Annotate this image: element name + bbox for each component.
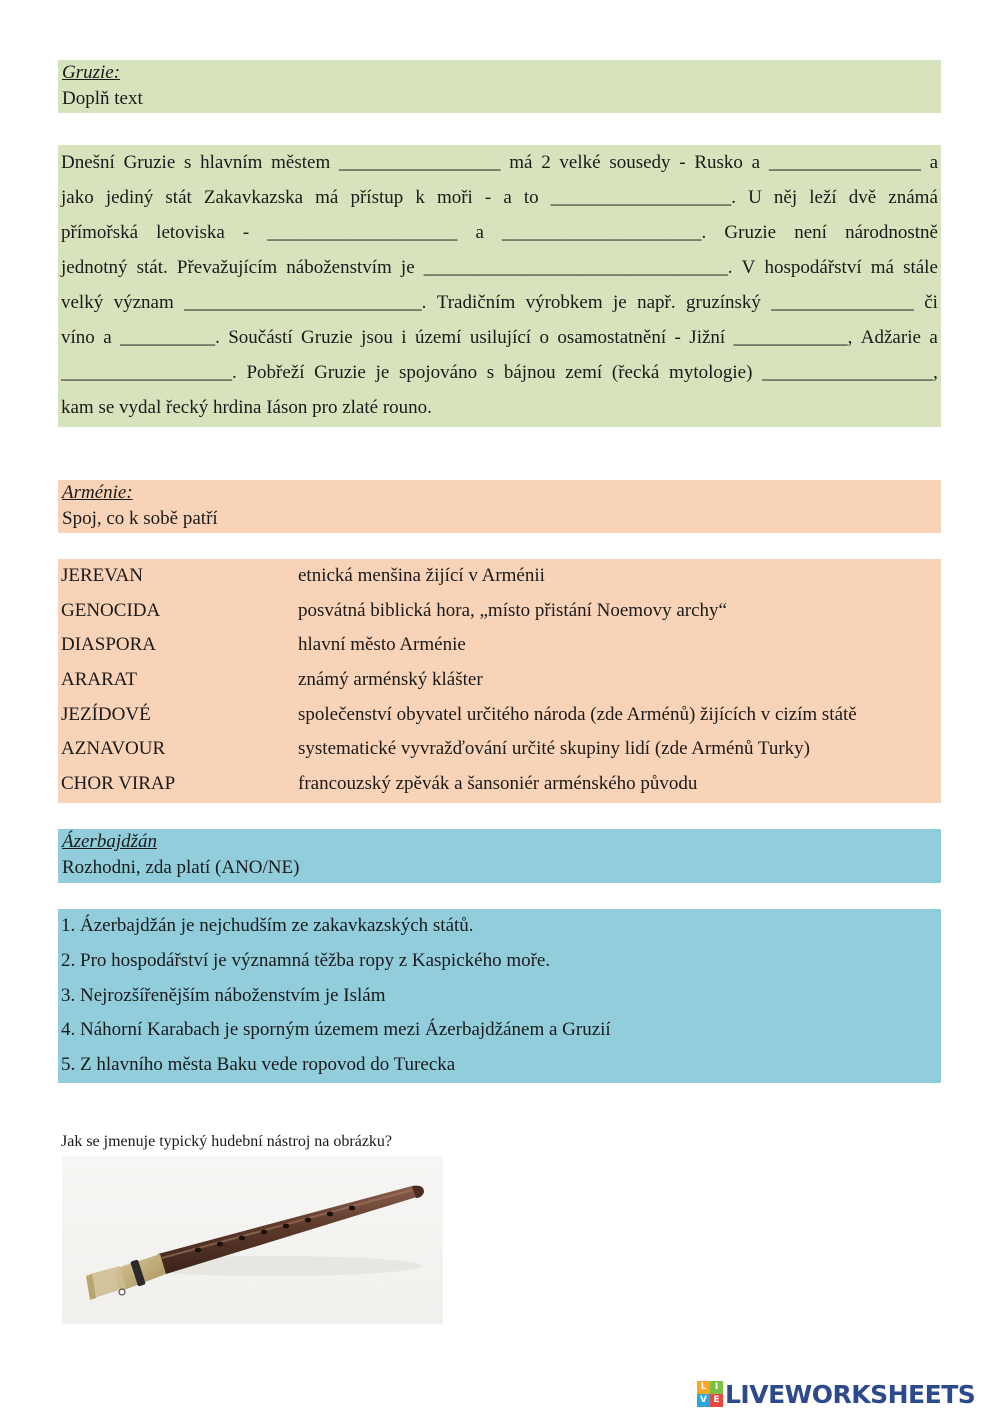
gruzie-last-line — [61, 390, 938, 425]
fill-in-blank[interactable]: _________________ — [339, 152, 501, 173]
gruzie-text-line — [61, 320, 938, 355]
text-word: Tradičním — [436, 292, 516, 313]
text-word: Gruzie — [724, 222, 777, 243]
text-word: a — [103, 327, 112, 348]
azerbajdzan-header — [58, 829, 941, 883]
text-word: a — [475, 222, 484, 243]
gruzie-text-line — [61, 180, 938, 215]
logo-square: L — [697, 1381, 710, 1394]
text-word: bájnou — [503, 362, 556, 383]
fill-in-blank[interactable]: ____________, — [733, 327, 853, 348]
text-word: má — [870, 257, 894, 278]
text-word: Převažujícím — [176, 257, 278, 278]
fill-in-blank[interactable]: __________. — [120, 327, 220, 348]
text-word: má — [315, 187, 339, 208]
fill-in-blank[interactable]: ___________________. — [550, 187, 736, 208]
logo-text: LIVEWORKSHEETS — [725, 1379, 976, 1409]
text-word: jediný — [105, 187, 154, 208]
text-word: hlavním — [200, 152, 263, 173]
armenie-header — [58, 480, 941, 533]
text-word: známá — [888, 187, 938, 208]
text-word: leží — [809, 187, 837, 208]
text-word: k — [415, 187, 425, 208]
text-word: národnostně — [845, 222, 938, 243]
statement-item[interactable]: 4. Náhorní Karabach je sporným územem mezi Ázerbajdžánem a Gruzií — [61, 1019, 611, 1041]
text-word: a — [751, 152, 761, 173]
matching-definition[interactable]: posvátná biblická hora, „místo přistání Noemovy archy“ — [298, 599, 727, 621]
matching-term[interactable]: ARARAT — [61, 669, 138, 691]
text-word: přístup — [350, 187, 404, 208]
liveworksheets-logo[interactable] — [697, 1380, 975, 1408]
duduk-instrument-image — [62, 1156, 443, 1324]
statement-item[interactable]: 3. Nejrozšířenějším náboženstvím je Islám — [61, 984, 386, 1006]
matching-term[interactable]: GENOCIDA — [61, 599, 161, 621]
text-word: přímořská — [61, 222, 139, 243]
fill-in-blank[interactable]: _________________________. — [184, 292, 427, 313]
text-word: výrobkem — [525, 292, 603, 313]
matching-definition[interactable]: francouzský zpěvák a šansoniér arménského původu — [298, 773, 698, 795]
fill-in-blank[interactable]: _______________ — [771, 292, 914, 313]
text-word: - — [674, 327, 681, 348]
instrument-illustration — [62, 1156, 443, 1324]
matching-row — [58, 698, 941, 733]
matching-row — [58, 732, 941, 767]
text-word: i — [401, 327, 407, 348]
text-word: Rusko — [694, 152, 743, 173]
matching-definition[interactable]: etnická menšina žijící v Arménii — [298, 565, 545, 586]
text-word: letoviska — [156, 222, 225, 243]
fill-in-blank[interactable]: ____________________ — [267, 222, 458, 243]
text-word: osamostatnění — [557, 327, 667, 348]
text-word: gruzínský — [686, 292, 761, 313]
logo-square: V — [697, 1394, 710, 1407]
text-word: má — [509, 152, 533, 173]
matching-definition[interactable]: systematické vyvražďování určité skupiny lidí (zde Arménů Turky) — [298, 738, 810, 760]
text-word: spojováno — [398, 362, 478, 383]
text-word: je — [375, 362, 390, 383]
statement-item[interactable]: 5. Z hlavního města Baku vede ropovod do Turecka — [61, 1054, 456, 1076]
text-word: stát. — [136, 257, 168, 278]
gruzie-text-line — [61, 250, 938, 285]
text-word: hospodářství — [764, 257, 862, 278]
text-word: náboženstvím — [286, 257, 392, 278]
text-word: velké — [559, 152, 601, 173]
text-word: je — [613, 292, 627, 313]
text-word: význam — [113, 292, 174, 313]
text-word: s — [184, 152, 192, 173]
text-word: jednotný — [61, 257, 128, 278]
matching-row — [58, 559, 941, 594]
gruzie-last-line-text: kam se vydal řecký hrdina Iáson pro zlaté rouno. — [61, 397, 432, 418]
gruzie-cloze-text — [58, 145, 941, 427]
matching-definition[interactable]: společenství obyvatel určitého národa (zde Arménů) žijících v cizím státě — [298, 703, 857, 725]
instrument-question: Jak se jmenuje typický hudební nástroj na obrázku? — [61, 1133, 393, 1150]
matching-row — [58, 628, 941, 663]
matching-row — [58, 663, 941, 698]
matching-term[interactable]: CHOR VIRAP — [61, 773, 176, 795]
matching-definition[interactable]: hlavní město Arménie — [298, 634, 466, 656]
text-word: Pobřeží — [246, 362, 305, 383]
fill-in-blank[interactable]: _____________________. — [502, 222, 707, 243]
gruzie-text-line — [61, 145, 938, 180]
text-word: jako — [61, 187, 94, 208]
text-word: stále — [903, 257, 938, 278]
text-word: stát — [165, 187, 192, 208]
text-word: Gruzie — [314, 362, 366, 383]
text-word: Gruzie — [301, 327, 353, 348]
text-word: a — [929, 327, 938, 348]
gruzie-header — [58, 60, 941, 113]
text-word: je — [400, 257, 415, 278]
text-word: mytologie) — [669, 362, 753, 383]
text-word: či — [924, 292, 938, 313]
azerbajdzan-statements — [58, 909, 941, 1083]
text-word: o — [539, 327, 549, 348]
statement-item[interactable]: 2. Pro hospodářství je významná těžba ropy z Kaspického moře. — [61, 949, 551, 971]
text-word: Jižní — [689, 327, 726, 348]
logo-squares-icon — [697, 1381, 723, 1407]
fill-in-blank[interactable]: ________________ — [768, 152, 921, 173]
matching-term[interactable]: AZNAVOUR — [61, 738, 166, 760]
matching-term[interactable]: JEZÍDOVÉ — [61, 703, 151, 725]
matching-row — [58, 767, 941, 802]
text-word: V — [741, 257, 756, 278]
text-word: usilující — [469, 327, 532, 348]
armenie-instruction: Spoj, co k sobě patří — [62, 508, 218, 529]
text-word: víno — [61, 327, 95, 348]
fill-in-blank[interactable]: __________________. — [61, 362, 237, 383]
text-word: velký — [61, 292, 104, 313]
logo-square: I — [710, 1381, 723, 1394]
gruzie-text-line — [61, 285, 938, 320]
statement-item[interactable]: 1. Ázerbajdžán je nejchudším ze zakavkazských států. — [61, 915, 474, 936]
fill-in-blank[interactable]: ________________________________. — [423, 257, 733, 278]
armenie-title: Arménie: — [62, 482, 133, 503]
matching-term[interactable]: DIASPORA — [61, 634, 157, 656]
text-word: např. — [637, 292, 676, 313]
text-word: - — [484, 187, 492, 208]
text-word: Adžarie — [860, 327, 921, 348]
text-word: Gruzie — [123, 152, 176, 173]
text-word: sousedy — [609, 152, 671, 173]
text-word: (řecká — [611, 362, 660, 383]
text-word: to — [523, 187, 539, 208]
text-word: 2 — [541, 152, 551, 173]
matching-row — [58, 594, 941, 629]
gruzie-text-line — [61, 215, 938, 250]
text-word: - — [679, 152, 686, 173]
text-word: U — [748, 187, 762, 208]
text-word: dvě — [848, 187, 877, 208]
text-word: Zakavkazska — [203, 187, 304, 208]
logo-square: E — [710, 1394, 723, 1407]
gruzie-text-line — [61, 355, 938, 390]
text-word: jsou — [361, 327, 393, 348]
armenie-matching-list — [58, 559, 941, 803]
text-word: moři — [436, 187, 473, 208]
gruzie-instruction: Doplň text — [62, 88, 143, 109]
text-word: Dnešní — [61, 152, 115, 173]
text-word: s — [486, 362, 495, 383]
matching-definition[interactable]: známý arménský klášter — [298, 669, 483, 691]
matching-term[interactable]: JEREVAN — [61, 565, 143, 586]
text-word: a — [503, 187, 512, 208]
text-word: Součástí — [228, 327, 293, 348]
text-word: zemí — [565, 362, 603, 383]
text-word: něj — [773, 187, 798, 208]
text-word: území — [414, 327, 462, 348]
gruzie-title: Gruzie: — [62, 62, 121, 83]
text-word: a — [929, 152, 938, 173]
fill-in-blank[interactable]: __________________, — [762, 362, 938, 383]
azerbajdzan-instruction: Rozhodni, zda platí (ANO/NE) — [62, 857, 300, 878]
text-word: - — [242, 222, 250, 243]
text-word: není — [794, 222, 827, 243]
text-word: městem — [271, 152, 331, 173]
azerbajdzan-title: Ázerbajdžán — [62, 831, 157, 852]
